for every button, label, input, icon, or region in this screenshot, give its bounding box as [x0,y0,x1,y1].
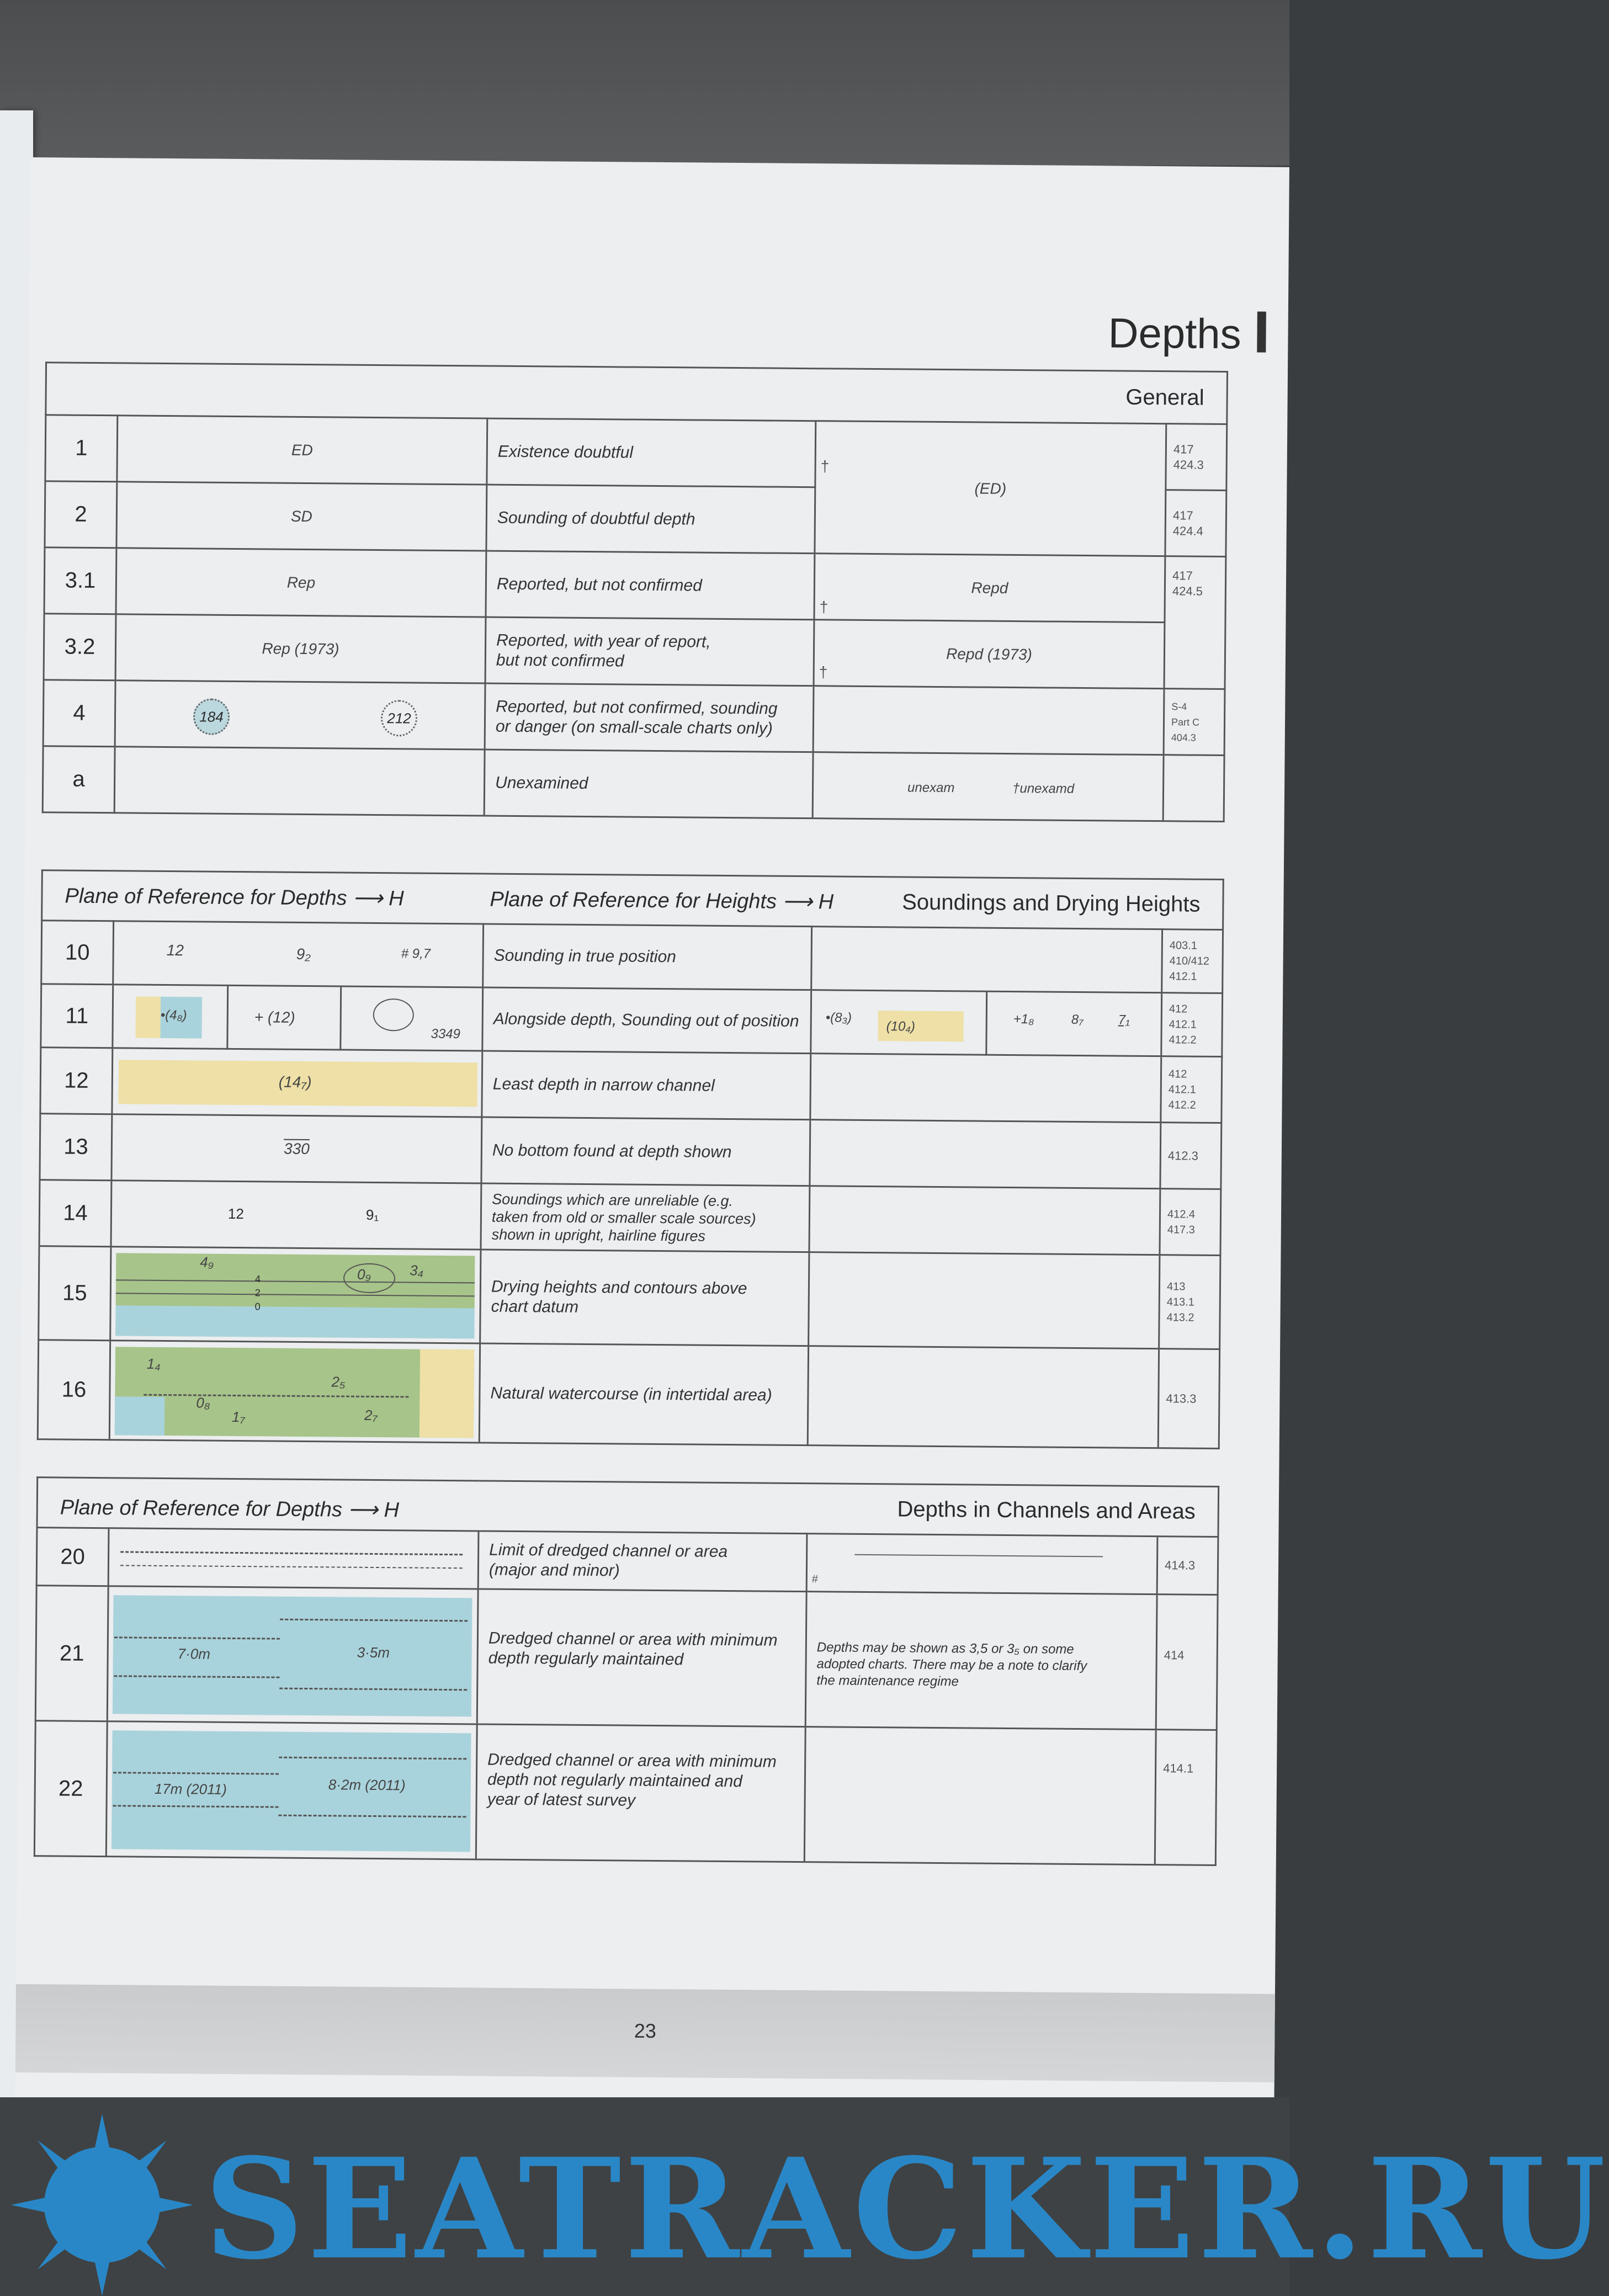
other-symbol-cell [808,1346,1159,1448]
row-number: 3.1 [44,548,116,614]
reference [1163,755,1224,822]
reference: 412.3 [1160,1123,1222,1189]
row-number: 16 [38,1340,110,1440]
other-symbol-a: unexam [907,780,955,796]
description: Dredged channel or area with minimum depth not regularly maintained and year of latest survey [476,1724,805,1862]
other-symbol-cell [810,1120,1161,1189]
sounding-figure: •(8₃) [825,1010,852,1025]
reference: 412 412.1 412.2 [1161,993,1223,1057]
sounding-figure: 8₇ [1071,1012,1084,1028]
description: Soundings which are unreliable (e.g. taken from old or smaller scale sources) shown in upright, hairline figures [481,1183,810,1252]
description: No bottom found at depth shown [481,1117,810,1186]
other-symbol: (ED) [974,479,1007,497]
channels-table [34,1476,1219,1866]
sounding-figure: (10₄) [886,1019,916,1034]
intl-symbol-cell [110,1247,481,1343]
maintained-depth: 3·5m [357,1644,390,1661]
land-area [419,1349,474,1438]
section-heading-soundings: Soundings and Drying Heights [902,889,1201,917]
contour-value: 0 [254,1301,261,1312]
maintained-depth: 7·0m [177,1645,211,1662]
drying-height: 1₇ [231,1408,245,1426]
section-heading-general: General [46,363,1228,424]
plane-heights-label: Plane of Reference for Heights ⟶ H [490,887,834,914]
dagger-mark: † [820,458,830,475]
danger-circle-outline: 212 [381,700,418,737]
description: Reported, but not confirmed [486,551,815,620]
intl-symbol-cell [113,921,484,987]
title-marker-bar [1257,311,1266,352]
sun-logo-icon [11,2114,193,2296]
description: Least depth in narrow channel [482,1051,811,1120]
page-title: Depths [1108,310,1241,358]
intl-symbol: SD [116,482,487,551]
reference: 412.4 417.3 [1160,1189,1221,1256]
other-symbol-b: †unexamd [1012,781,1075,796]
description: Limit of dredged channel or area (major and minor) [478,1531,807,1592]
plane-depths-label: Plane of Reference for Depths ⟶ H [60,1496,400,1522]
soundings-table [37,869,1224,1449]
other-symbol: Repd (1973) [946,645,1032,663]
reference: 417 424.5 [1164,556,1226,689]
section-header-channels [37,1477,1219,1537]
book-page [15,157,1289,2132]
description: Dredged channel or area with minimum depth regularly maintained [477,1589,806,1727]
description: Natural watercourse (in intertidal area) [479,1343,808,1445]
page-number: 23 [634,2019,657,2043]
drying-height: 2₇ [364,1406,378,1424]
contour-ring [373,998,414,1032]
other-symbol-cell [804,1727,1156,1865]
sounding-figure: # 9,7 [401,946,431,961]
row-number: 20 [36,1528,109,1586]
row-number: 3.2 [44,614,116,681]
dagger-mark: † [819,598,829,616]
note-text: Depths may be shown as 3,5 or 3₅ on some adopted charts. There may be a note to clarify the maintenance regime [805,1592,1157,1730]
dredged-limit-line [854,1554,1103,1558]
row-number: 12 [40,1048,113,1114]
other-symbol-cell [813,752,1164,821]
intl-symbol-cell [107,1586,478,1724]
other-symbol-cell [815,421,1166,556]
description: Existence doubtful [487,418,816,487]
intl-symbol: Rep [116,548,486,617]
description: Sounding of doubtful depth [486,485,815,554]
surveyed-depth: 8·2m (2011) [328,1776,406,1794]
intl-symbol-cell [115,681,485,750]
no-bottom-sounding: 330 [111,1114,482,1183]
other-symbol-cell [814,554,1165,623]
sounding-figure: 12 [166,941,184,959]
background [0,0,1289,166]
reference: 417 424.4 [1165,490,1226,557]
reference: 417 424.3 [1166,424,1227,491]
other-symbol-cell [809,1252,1160,1349]
dredged-area [113,1595,472,1716]
contour-value: 4 [254,1273,261,1285]
other-symbol-cell [809,1186,1160,1255]
water-area [115,1396,165,1436]
water-area [115,1305,474,1338]
sounding-figure: 3349 [431,1026,461,1042]
section-heading-channels: Depths in Channels and Areas [897,1496,1196,1524]
watermark-text: SEATRACKER.RU [204,2128,1609,2290]
other-symbol-cell [811,990,1162,1056]
sounding-figure: •(4₈) [160,1007,187,1023]
row-number: 14 [39,1180,111,1247]
description: Reported, but not confirmed, sounding or danger (on small-scale charts only) [485,683,814,752]
drying-height: 4₉ [200,1253,214,1271]
reference: 414 [1156,1595,1218,1730]
intl-symbol: ED [117,416,487,485]
sounding-figure: 9₂ [296,945,311,963]
intl-symbol-cell [111,1181,481,1250]
row-number: 15 [39,1246,111,1341]
cell-divider [339,987,342,1050]
row-number: 1 [45,415,118,482]
general-table [42,362,1228,822]
intl-symbol-cell [112,1048,482,1117]
sounding-figure: +1₈ [1013,1012,1034,1027]
description: Sounding in true position [483,924,812,990]
row-number: 10 [41,921,114,985]
intl-symbol: Rep (1973) [115,614,486,683]
hash-mark: # [811,1573,819,1586]
section-header-soundings [42,870,1224,930]
row-number: 4 [43,680,115,747]
plane-depths-label: Plane of Reference for Depths ⟶ H [65,884,404,911]
intl-symbol-cell [113,985,483,1051]
cell-divider [226,986,229,1050]
reference: S-4 Part C 404.3 [1164,689,1225,756]
dredged-limit-major [120,1551,463,1555]
description: Drying heights and contours above chart datum [480,1250,809,1346]
reference: 413.3 [1158,1349,1219,1449]
reference: 413 413.1 413.2 [1159,1255,1220,1349]
drying-height: 0₈ [196,1394,210,1411]
intl-symbol-cell [108,1528,479,1589]
other-symbol: Repd [971,578,1008,597]
description: Unexamined [484,750,813,819]
reference: 414.3 [1157,1537,1218,1595]
description: Alongside depth, Sounding out of position [482,987,811,1054]
row-number: 11 [41,984,113,1048]
sounding-figure: 7₁ [1118,1012,1130,1028]
other-symbol-cell [806,1534,1157,1595]
dagger-mark: † [819,663,828,681]
row-number: 2 [45,481,117,548]
description: Reported, with year of report, but not confirmed [485,617,814,686]
cell-divider [985,992,987,1056]
row-number: 21 [35,1586,108,1721]
sounding-figure: + (12) [254,1008,295,1026]
danger-circle-filled: 184 [193,698,230,735]
reference: 403.1 410/412 412.1 [1162,929,1223,993]
other-symbol-cell [811,927,1162,993]
contour-value: 2 [254,1287,261,1299]
other-symbol-cell [813,686,1164,755]
sounding-figure: (14₇) [278,1073,312,1091]
other-symbol-cell [814,620,1165,689]
intl-symbol-cell [106,1721,477,1859]
surveyed-depth: 17m (2011) [154,1780,227,1798]
dredged-limit-minor [120,1565,463,1569]
reference: 414.1 [1155,1730,1217,1866]
row-number: 13 [40,1114,112,1181]
sounding-figure: 12 [227,1205,245,1223]
intl-symbol-cell [114,747,485,816]
sounding-figure: 9₁ [365,1206,379,1224]
other-symbol-cell [810,1054,1161,1123]
row-number: a [43,746,115,813]
reference: 412 412.1 412.2 [1161,1056,1222,1123]
drying-height: 3₄ [410,1262,424,1279]
drying-height: 1₄ [146,1355,161,1372]
drying-height: 2₅ [331,1373,346,1390]
intl-symbol-cell [109,1341,480,1443]
drying-height: 0₉ [357,1266,371,1283]
row-number: 22 [34,1721,107,1857]
